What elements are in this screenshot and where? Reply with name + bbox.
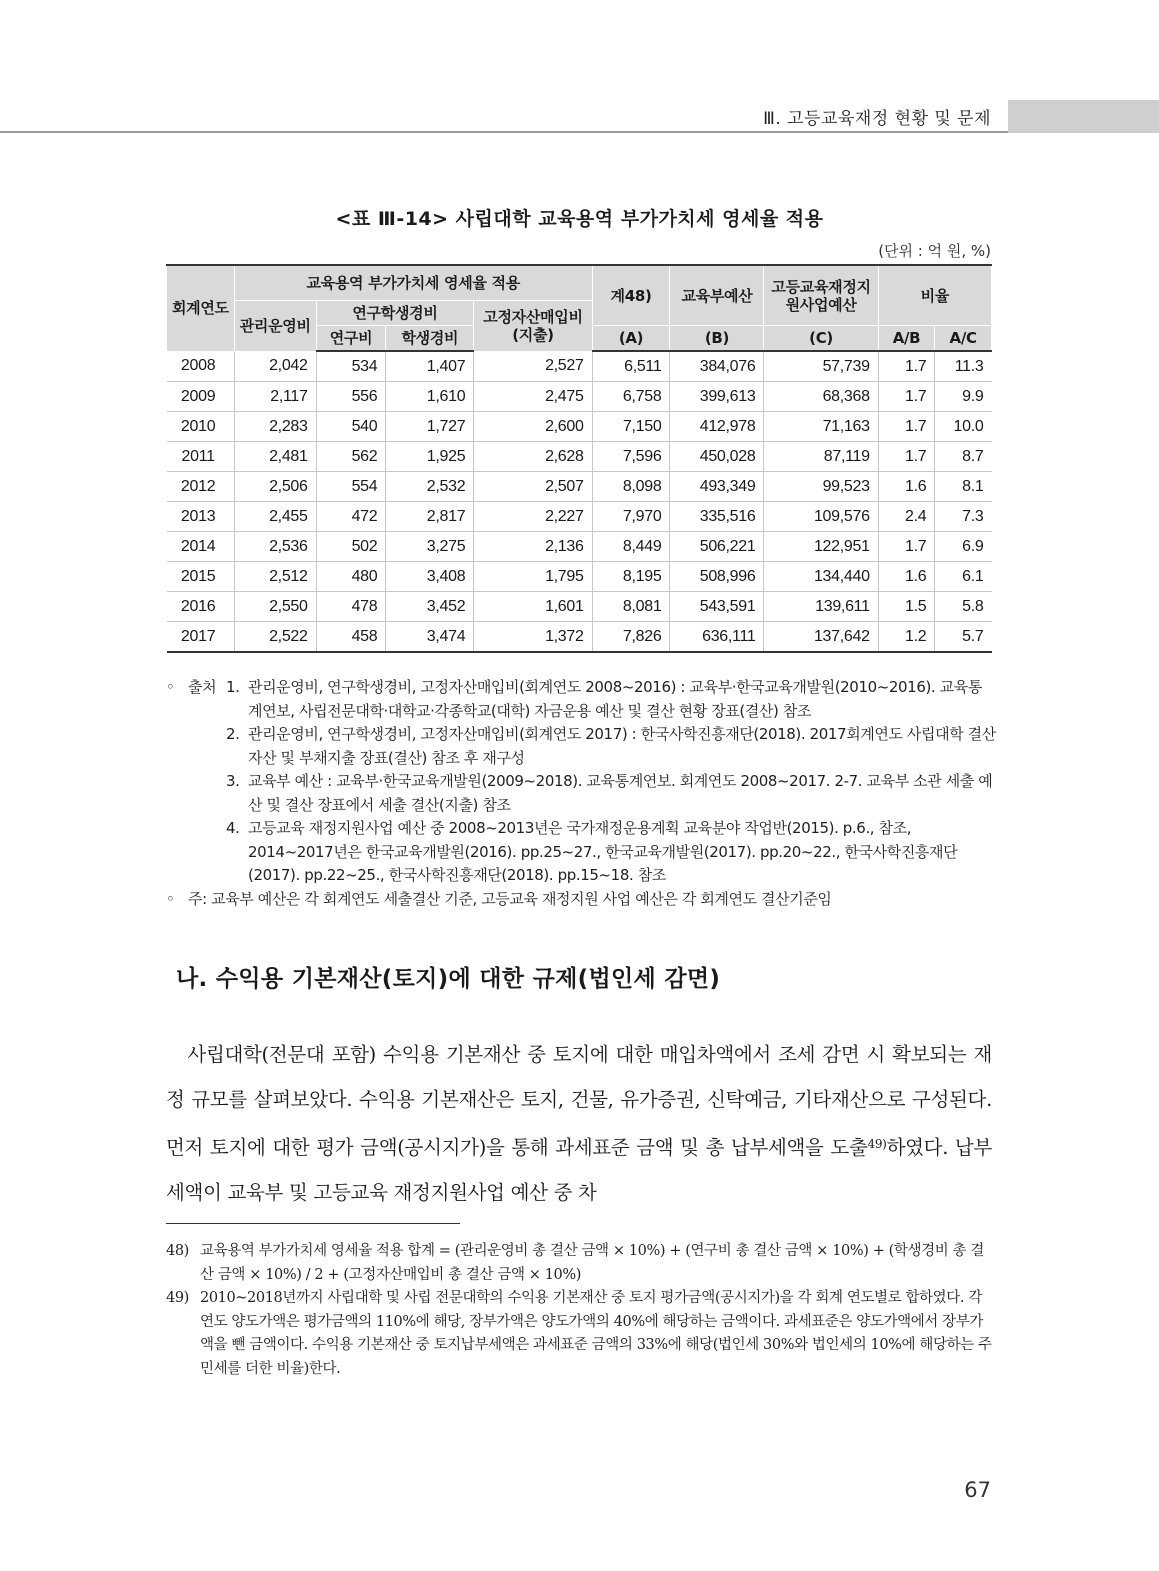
table-cell: 2,136 [474,532,592,562]
table-cell: 1.5 [878,592,935,622]
table-cell: 1,727 [386,412,474,442]
table-cell: 2,506 [234,472,316,502]
table-cell: 2,532 [386,472,474,502]
footnote-num: 48) [166,1243,189,1259]
table-cell: 1,372 [474,622,592,653]
source-text: 관리운영비, 연구학생경비, 고정자산매입비(회계연도 2008~2016) : 교육부·한국교육개발원(2010~2016). 교육통계연보, 사립전문대학·대학교·각종학교(대학) 자금운용 예산 및 결산 현황 장표(결산) 참조 [248,678,982,720]
table-cell: 2,817 [386,502,474,532]
table-cell: 1,610 [386,382,474,412]
table-cell: 2,227 [474,502,592,532]
header-ab: A/B [878,326,935,352]
table-cell: 87,119 [764,442,878,472]
table-cell: 2.4 [878,502,935,532]
data-table [166,264,992,653]
header-ac: A/C [935,326,992,352]
table-cell: 5.7 [935,622,992,653]
header-research-group: 연구학생경비 [316,301,474,326]
table-cell: 134,440 [764,562,878,592]
table-cell: 7,596 [592,442,670,472]
table-cell: 2,628 [474,442,592,472]
table-cell: 6,758 [592,382,670,412]
table-cell: 2009 [167,382,235,412]
table-body [167,351,992,652]
table-notes [166,676,996,911]
page-number: 67 [964,1478,991,1502]
section-title: Ⅲ. 고등교육재정 현황 및 문제 [763,109,991,129]
table-cell: 9.9 [935,382,992,412]
remark-text: 주: 교육부 예산은 각 회계연도 세출결산 기준, 고등교육 재정지원 사업 예산은 각 회계연도 결산기준임 [188,889,832,908]
table-row [167,622,992,653]
header-fixed-assets: 고정자산매입비(지출) [474,301,592,352]
table-cell: 1,795 [474,562,592,592]
header-year: 회계연도 [167,265,235,351]
table-cell: 506,221 [670,532,764,562]
table-cell: 540 [316,412,386,442]
table-cell: 2013 [167,502,235,532]
table-cell: 1,601 [474,592,592,622]
table-cell: 71,163 [764,412,878,442]
table-cell: 472 [316,502,386,532]
table-cell: 2017 [167,622,235,653]
table-cell: 2014 [167,532,235,562]
table-row [167,412,992,442]
table-cell: 2015 [167,562,235,592]
table-cell: 1.7 [878,382,935,412]
table-cell: 2,117 [234,382,316,412]
table-cell: 7,150 [592,412,670,442]
header-support: 고등교육재정지원사업예산 [764,265,878,326]
table-row [167,472,992,502]
table-cell: 8,081 [592,592,670,622]
table-cell: 1.7 [878,442,935,472]
table-cell: 1.6 [878,472,935,502]
footnote-num: 49) [166,1290,189,1306]
table-unit: (단위 : 억 원, %) [878,242,991,260]
table-cell: 493,349 [670,472,764,502]
table-cell: 2,042 [234,351,316,382]
table-cell: 2008 [167,351,235,382]
footnote-rule [166,1223,460,1224]
table-cell: 412,978 [670,412,764,442]
body-paragraph [166,1032,992,1215]
table-row [167,532,992,562]
table-cell: 508,996 [670,562,764,592]
footnote-text: 교육용역 부가가치세 영세율 적용 합계 = (관리운영비 총 결산 금액 × 10%) + (연구비 총 결산 금액 × 10%) + (학생경비 총 결산 금액 × 10%) / 2 + (고정자산매입비 총 결산 금액 × 10%) [200,1243,984,1283]
table-row [167,351,992,382]
table-cell: 6.1 [935,562,992,592]
header-student: 학생경비 [386,326,474,352]
footnote [166,1240,992,1287]
source-num: 2. [226,725,240,743]
header-moe: 교육부예산 [670,265,764,326]
footnote-ref[interactable]: 49) [867,1137,887,1151]
table-cell: 2,481 [234,442,316,472]
table-cell: 2,507 [474,472,592,502]
table-cell: 562 [316,442,386,472]
table-cell: 137,642 [764,622,878,653]
table-cell: 478 [316,592,386,622]
table-row [167,562,992,592]
header-rule [0,131,1008,133]
table-cell: 3,275 [386,532,474,562]
source-text: 교육부 예산 : 교육부·한국교육개발원(2009~2018). 교육통계연보. 회계연도 2008~2017. 2-7. 교육부 소관 세출 예산 및 결산 장표에서 세출 결산(지출) 참조 [248,772,993,814]
table-cell: 139,611 [764,592,878,622]
table-cell: 3,452 [386,592,474,622]
table-cell: 8,098 [592,472,670,502]
table-cell: 2011 [167,442,235,472]
table-cell: 399,613 [670,382,764,412]
table-cell: 1,925 [386,442,474,472]
table-cell: 335,516 [670,502,764,532]
table-cell: 6.9 [935,532,992,562]
table-cell: 554 [316,472,386,502]
footnote-text: 2010~2018년까지 사립대학 및 사립 전문대학의 수익용 기본재산 중 토지 평가금액(공시지가)을 각 회계 연도별로 합하였다. 각 연도 양도가액은 평가금액의 110%에 해당, 장부가액은 양도가액의 40%에 해당하는 금액이다. 과세표준은 양도가액에서 장부가액을 뺀 금액이다. 수익용 기본재산 중 토지납부세액은 과세표준 금액의 33%에 해당(법인세 30%와 법인세의 10%에 해당하는 주민세를 더한 비율)한다. [200,1290,992,1377]
table-cell: 1.6 [878,562,935,592]
table-cell: 1.7 [878,412,935,442]
table-cell: 502 [316,532,386,562]
table-cell: 636,111 [670,622,764,653]
table-cell: 10.0 [935,412,992,442]
table-cell: 1.7 [878,532,935,562]
paragraph-text-1: 사립대학(전문대 포함) 수익용 기본재산 중 토지에 대한 매입차액에서 조세 감면 시 확보되는 재정 규모를 살펴보았다. 수익용 기본재산은 토지, 건물, 유가증권, 신탁예금, 기타재산으로 구성된다. 먼저 토지에 대한 평가 금액(공시지가)을 통해 과세표준 금액 및 총 납부세액을 도출 [166,1043,992,1159]
header-total: 계48) [592,265,670,326]
table-cell: 8.1 [935,472,992,502]
source-num: 1. [226,678,240,696]
table-cell: 534 [316,351,386,382]
table-cell: 2,475 [474,382,592,412]
table-cell: 3,474 [386,622,474,653]
table-cell: 57,739 [764,351,878,382]
table-cell: 450,028 [670,442,764,472]
table-cell: 556 [316,382,386,412]
table-cell: 2,455 [234,502,316,532]
table-cell: 458 [316,622,386,653]
table-cell: 2,522 [234,622,316,653]
table-cell: 109,576 [764,502,878,532]
table-cell: 384,076 [670,351,764,382]
table-cell: 68,368 [764,382,878,412]
source-num: 4. [226,819,240,837]
source-text: 관리운영비, 연구학생경비, 고정자산매입비(회계연도 2017) : 한국사학진흥재단(2018). 2017회계연도 사립대학 결산 자산 및 부채지출 장표(결산) 참조 후 재구성 [248,725,996,767]
table-cell: 122,951 [764,532,878,562]
table-row [167,592,992,622]
table-row [167,442,992,472]
table-cell: 3,408 [386,562,474,592]
table-cell: 99,523 [764,472,878,502]
section-heading: 나. 수익용 기본재산(토지)에 대한 규제(법인세 감면) [176,966,721,992]
table-cell: 6,511 [592,351,670,382]
table-cell: 7.3 [935,502,992,532]
footnote [166,1287,992,1381]
source-num: 3. [226,772,240,790]
table-cell: 2,512 [234,562,316,592]
table-cell: 8,195 [592,562,670,592]
header-moe-code: (B) [670,326,764,352]
table-cell: 1.7 [878,351,935,382]
header-tab [1008,100,1159,133]
table-cell: 2010 [167,412,235,442]
table-cell: 2,550 [234,592,316,622]
header-support-code: (C) [764,326,878,352]
table-cell: 7,826 [592,622,670,653]
table-cell: 2,536 [234,532,316,562]
table-cell: 2,283 [234,412,316,442]
bullet: ◦ [166,889,175,908]
paragraph-text-2: 하였다. 납부세액이 교육부 및 고등교육 재정지원사업 예산 중 차 [166,1136,992,1204]
table-cell: 1.2 [878,622,935,653]
header-total-code: (A) [592,326,670,352]
bullet: ◦ [166,678,175,696]
footnotes [166,1240,992,1381]
source-text: 고등교육 재정지원사업 예산 중 2008~2013년은 국가재정운용계획 교육분야 작업반(2015). p.6., 참조, 2014~2017년은 한국교육개발원(2016). pp.25~27., 한국교육개발원(2017). pp.20~22., 한국사학진흥재단(2017). pp.22~25., 한국사학진흥재단(2018). pp.15~18. 참조 [248,819,958,884]
table-cell: 5.8 [935,592,992,622]
table-row [167,502,992,532]
table-caption: <표 Ⅲ-14> 사립대학 교육용역 부가가치세 영세율 적용 [335,208,824,230]
header-mgmt: 관리운영비 [234,301,316,352]
table-row [167,382,992,412]
table-cell: 2,600 [474,412,592,442]
table-cell: 480 [316,562,386,592]
table-cell: 7,970 [592,502,670,532]
table-cell: 543,591 [670,592,764,622]
table-cell: 8,449 [592,532,670,562]
table-cell: 8.7 [935,442,992,472]
header-ratio: 비율 [878,265,991,326]
table-cell: 2016 [167,592,235,622]
table-cell: 11.3 [935,351,992,382]
header-research: 연구비 [316,326,386,352]
table-cell: 1,407 [386,351,474,382]
table-cell: 2,527 [474,351,592,382]
table-cell: 2012 [167,472,235,502]
source-label: 출처 [188,678,217,696]
header-group: 교육용역 부가가치세 영세율 적용 [234,265,592,301]
